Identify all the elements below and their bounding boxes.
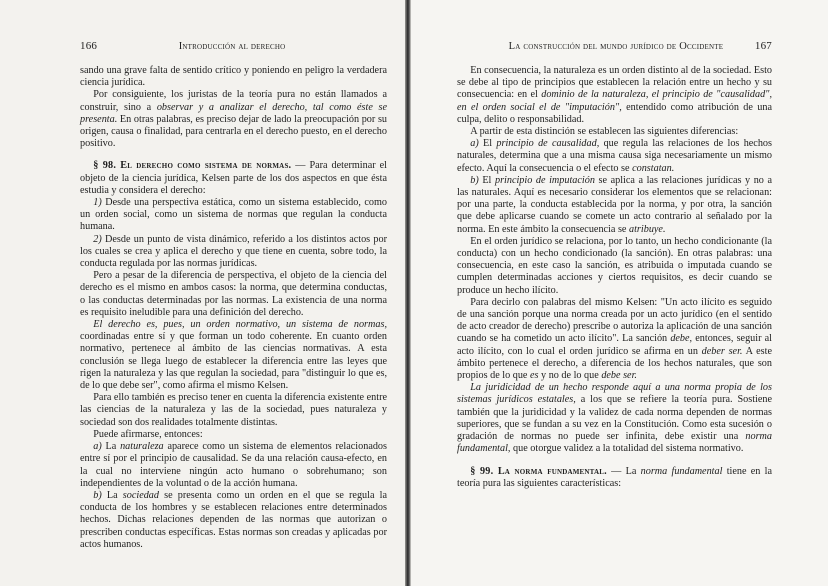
- paragraph: [457, 65, 772, 126]
- italic-text: es: [530, 370, 539, 382]
- text-run: En consecuencia, la naturaleza es un orden distinto al de la sociedad. Esto se debe al tipo de principios que establecen la relación entre un hecho y su consecuencia: en el: [457, 65, 772, 101]
- paragraph: [457, 466, 772, 490]
- italic-text: dominio de la naturaleza, el principio de "causalidad", en el orden social el de "imputación",: [457, 89, 772, 113]
- paragraph: [457, 126, 772, 138]
- paragraph: [457, 138, 772, 175]
- italic-text: 2): [93, 233, 102, 245]
- text-run: que regula las relaciones de los hechos naturales, determina que a una misma causa siga necesariamente un mismo efecto. Aquí la consecuencia o el efecto se: [457, 138, 772, 174]
- paragraph: [80, 392, 387, 429]
- paragraph: [457, 236, 772, 297]
- left-running-title: Introducción al derecho: [178, 41, 286, 52]
- italic-text: El derecho es, pues, un orden normativo, un sistema de normas,: [93, 319, 387, 331]
- paragraph: [80, 319, 387, 392]
- paragraph: [80, 89, 387, 150]
- italic-text: b): [470, 174, 479, 186]
- text-run: — La: [606, 465, 641, 477]
- text-run: La: [101, 489, 123, 501]
- right-running-head: [457, 40, 772, 52]
- text-run: se aplica a las relaciones jurídicas y no a las naturales. Aquí es necesario considerar los elementos que se relacionan: por una parte, la conducta establecida por la norma, y por otra, la sanción que debe aplicarse cuando se comete un acto contrario al señalado por la norma. En este ámbito la consecuencia se: [457, 174, 772, 235]
- italic-text: a): [93, 441, 102, 453]
- paragraph: [457, 175, 772, 236]
- text-run: A este ámbito pertenece el derecho, a diferencia de los hechos naturales, que son propios de lo que: [457, 345, 772, 382]
- italic-text: debe,: [670, 333, 693, 345]
- left-page-number: 166: [80, 40, 98, 52]
- italic-text: constatan.: [632, 162, 675, 174]
- text-run: Desde una perspectiva estática, como un sistema establecido, como un orden social, como un sistema de normas que regulan la conducta humana.: [80, 197, 387, 233]
- text-run: — Para determinar el objeto de la ciencia jurídica, Kelsen parte de los dos aspectos en que ésta estudia y considera el derecho:: [80, 160, 387, 196]
- paragraph: [80, 429, 387, 441]
- text-run: Por consiguiente, los juristas de la teoría pura no están llamados a construir, sino a: [80, 89, 387, 113]
- text-run: En el orden jurídico se relaciona, por lo tanto, un hecho condicionante (la conducta) con un hecho condicionado (la sanción). En otras palabras: una consecuencia, en este caso la sanción, es atribuida o imputada cuando se cumplen determinadas acciones y ciertos requisitos, es decir cuando se produce un hecho ilícito.: [457, 235, 772, 296]
- italic-text: norma fundamental: [640, 465, 723, 477]
- italic-text: La juridicidad de un hecho responde aquí a una norma propia de los sistemas jurídicos estatales,: [457, 382, 772, 406]
- paragraph: [80, 160, 387, 197]
- section-heading: § 99. La norma fundamental.: [470, 465, 607, 477]
- text-run: Desde un punto de vista dinámico, referido a los distintos actos por los cuales se crea y aplica el derecho y que tiene en cuenta, sobre todo, la conducta regulada por las normas jurídicas.: [80, 233, 387, 270]
- text-run: se presenta como un orden en el que se regula la conducta de los hombres y se establecen relaciones entre determinados hechos. Dichas relaciones dependen de las normas que autorizan o prescriben conductas específicas. Estas normas son creadas y aplicadas por actos humanos.: [80, 489, 387, 550]
- right-page: [411, 0, 828, 586]
- italic-text: b): [93, 489, 102, 501]
- text-run: sando una grave falta de sentido crítico y poniendo en peligro la verdadera ciencia jurídica.: [80, 65, 387, 89]
- paragraph: [80, 441, 387, 490]
- italic-text: principio de imputación: [494, 174, 595, 186]
- italic-text: 1): [93, 197, 102, 209]
- left-running-head: [80, 40, 387, 52]
- paragraph: [80, 490, 387, 551]
- text-run: El: [478, 174, 495, 186]
- right-running-title: La construcción del mundo jurídico de Occidente: [508, 41, 724, 52]
- italic-text: sociedad: [122, 489, 159, 501]
- left-page: [0, 0, 405, 586]
- text-run: Para ello también es preciso tener en cuenta la diferencia existente entre las ciencias de la naturaleza y las de la sociedad, pues naturaleza y sociedad son dos realidades totalmente distintas.: [80, 392, 387, 428]
- left-page-text: [80, 65, 387, 551]
- paragraph: [80, 65, 387, 89]
- paragraph: [457, 382, 772, 455]
- text-run: entendido como atribución de una culpa, delito o responsabilidad.: [457, 101, 772, 125]
- text-run: El: [478, 138, 497, 150]
- italic-text: norma fundamental,: [457, 431, 772, 455]
- text-run: Puede afirmarse, entonces:: [93, 428, 203, 440]
- text-run: Pero a pesar de la diferencia de perspectiva, el objeto de la ciencia del derecho es el mismo en ambos casos: la norma, que determina conductas, o las conductas determinadas por las normas. La existencia de una norma es requisito ineludible para una definición del derecho.: [80, 270, 387, 318]
- text-run: A partir de esta distinción se establecen las siguientes diferencias:: [470, 126, 739, 138]
- text-run: y no de lo que: [538, 370, 602, 382]
- right-page-text: [457, 65, 772, 490]
- text-run: Para decirlo con palabras del mismo Kelsen: "Un acto ilícito es seguido de una sanción porque una norma creada por un acto jurídico (en el sentido de acto creador de derecho) prescribe o autoriza la aplicación de una sanción cuando se ha cometido un acto ilícito". La sanción: [457, 296, 772, 345]
- paragraph: [80, 197, 387, 234]
- text-run: tiene en la teoría pura las siguientes características:: [457, 465, 773, 489]
- paragraph: [80, 270, 387, 319]
- italic-text: principio de causalidad,: [496, 138, 600, 150]
- italic-text: a): [470, 138, 479, 150]
- text-run: coordinadas entre sí y que forman un todo coherente. En cuanto orden normativo, pertenece al ámbito de las ciencias normativas. A esta conclusión se llega luego de establecer la diferencia entre las leyes que rigen la naturaleza y las que regulan la sociedad, para "distinguir lo que es, de lo que debe ser", como afirma el mismo Kelsen.: [80, 331, 387, 392]
- italic-text: debe ser.: [601, 370, 637, 382]
- text-run: La: [101, 441, 121, 453]
- right-page-number: 167: [754, 40, 772, 52]
- italic-text: observar y a analizar el derecho, tal como éste se presenta.: [80, 101, 387, 125]
- text-run: que otorgue validez a la totalidad del sistema normativo.: [510, 443, 744, 455]
- italic-text: atribuye.: [629, 223, 666, 235]
- italic-text: naturaleza: [120, 441, 164, 453]
- section-heading: § 98. El derecho como sistema de normas.: [93, 160, 292, 172]
- paragraph: [80, 234, 387, 271]
- text-run: a los que se refiere la teoría pura. Sostiene también que la juridicidad y la validez de cada norma dependen de normas superiores, que se fundan a su vez en la Constitución. Como esta sucesión o gradación de normas no puede ser infinita, debe existir una: [457, 394, 772, 443]
- italic-text: deber ser.: [701, 345, 743, 357]
- text-run: En otras palabras, es preciso dejar de lado la preocupación por su origen, causa o finalidad, para centrarla en el derecho puesto, en el derecho positivo.: [80, 113, 387, 150]
- text-run: aparece como un sistema de elementos relacionados entre sí por el principio de causalidad. Se da una relación causa-efecto, en la cual no interviene ningún acto humano o sobrehumano; son independientes de la voluntad o de la acción humana.: [80, 441, 387, 489]
- text-run: entonces, seguir al acto ilícito, con lo cual el orden jurídico se afirma en un: [457, 333, 772, 357]
- paragraph: [457, 297, 772, 382]
